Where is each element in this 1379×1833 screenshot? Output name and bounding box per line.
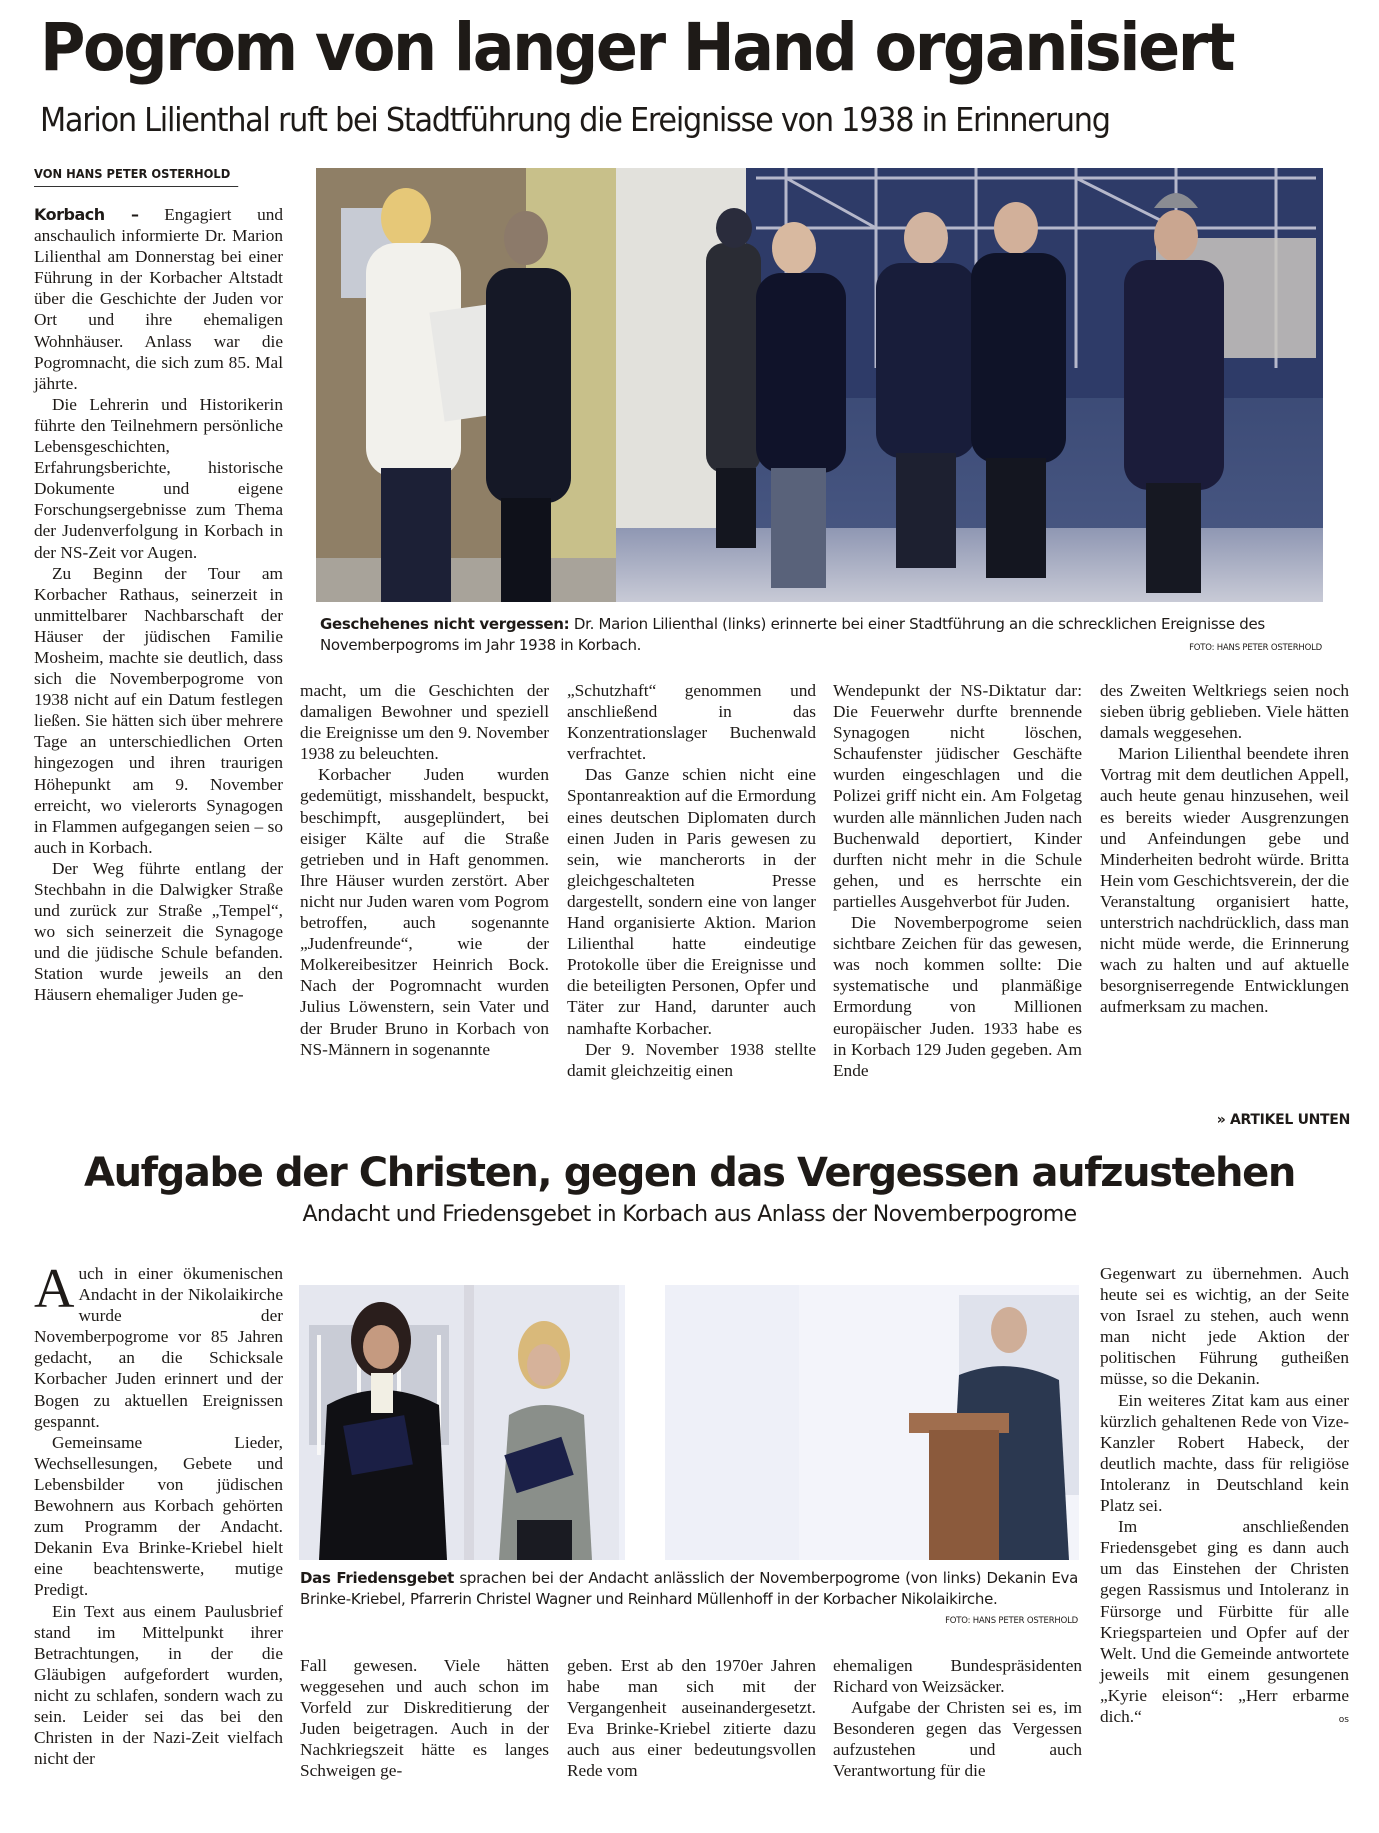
dropcap: A	[34, 1258, 75, 1320]
photo-peace-prayer-image	[299, 1285, 1079, 1560]
article-1-column-1	[34, 204, 283, 1006]
paragraph: Im anschließenden Friedensgebet ging es dann auch um das Einstehen der Christen gegen Rassismus und Intoleranz in Fürsorge und Fürbitte für alle Kriegsparteien und Opfer auf der Welt. Und die Gemeinde antwortete jeweils mit einem gesungenen „Kyrie eleison“: „Herr erbarme dich.“ os	[1100, 1516, 1349, 1727]
byline: VON HANS PETER OSTERHOLD	[34, 166, 238, 187]
dateline: Korbach –	[34, 205, 139, 224]
article-2-column-4	[833, 1655, 1082, 1782]
photo-city-tour	[316, 168, 1323, 602]
paragraph: Ein weiteres Zitat kam aus einer kürzlich gehaltenen Rede von Vize-Kanzler Robert Habeck, der deutlich machte, dass für religiöse Intoleranz in Deutschland kein Platz sei.	[1100, 1390, 1349, 1516]
paragraph: Die Lehrerin und Historikerin führte den Teilnehmern persönliche Lebensgeschichten, Erfahrungsberichte, historische Dokumente und eigene Forschungsergebnisse zum Thema der Judenverfolgung in Korbach in der NS-Zeit vor Augen.	[34, 394, 283, 562]
paragraph: Marion Lilienthal beendete ihren Vortrag mit dem deutlichen Appell, auch heute genau hinzusehen, weil es bereits wieder Ausgrenzungen und Anfeindungen gebe und Minderheiten bedroht würde. Britta Hein vom Geschichtsverein, der die Veranstaltung organisiert hatte, unterstrich nachdrücklich, dass man nicht müde werde, die Erinnerung wach zu halten und auf aktuelle besorgniserregende Entwicklungen aufmerksam zu machen.	[1100, 744, 1349, 1017]
photo-city-tour-image	[316, 168, 1323, 602]
subheadline-article-2: Andacht und Friedensgebet in Korbach aus Anlass der Novemberpogrome	[302, 1202, 1077, 1227]
caption-lead: Geschehenes nicht vergessen:	[320, 615, 570, 633]
caption-lead: Das Friedensgebet	[300, 1569, 455, 1587]
headline-article-1: Pogrom von langer Hand organisiert	[40, 9, 1234, 86]
paragraph: Auch in einer ökumenischen Andacht in der Nikolaikirche wurde der Novemberpogrome vor 85 Jahren gedacht, an die Schicksale Korbacher Juden erinnert und der Bogen zu aktuellen Ereignissen gespannt.	[34, 1258, 283, 1431]
paragraph: macht, um die Geschichten der damaligen Bewohner und speziell die Ereignisse um den 9. November 1938 zu beleuchten.	[300, 681, 549, 764]
paragraph: des Zweiten Weltkriegs seien noch sieben übrig geblieben. Viele hätten damals weggesehen.	[1100, 681, 1349, 743]
photo-credit-article-2: FOTO: HANS PETER OSTERHOLD	[945, 1616, 1078, 1626]
article-2-column-3	[567, 1655, 816, 1782]
paragraph: Gegenwart zu übernehmen. Auch heute sei es wichtig, an der Seite von Israel zu stehen, auch wenn man nicht jede Aktion der politischen Führung gutheißen müsse, so die Dekanin.	[1100, 1264, 1349, 1389]
article-1-column-5	[1100, 680, 1349, 1018]
paragraph: Aufgabe der Christen sei es, im Besonderen gegen das Vergessen aufzustehen und auch Verantwortung für die	[833, 1698, 1082, 1781]
paragraph: Der Weg führte entlang der Stechbahn in die Dalwigker Straße und zurück zur Straße „Tempel“, wo sich seinerzeit die Synagoge und die jüdische Schule befanden. Station wurde jeweils an den Häusern ehemaliger Juden ge-	[34, 858, 283, 1005]
article-2-column-1	[34, 1258, 283, 1769]
paragraph: „Schutzhaft“ genommen und anschließend in das Konzentrationslager Buchenwald verfrachtet.	[567, 681, 816, 764]
paragraph: Gemeinsame Lieder, Wechsellesungen, Gebete und Lebensbilder von jüdischen Bewohnern aus Korbach gehörten zum Programm der Andacht. Dekanin Eva Brinke-Kriebel hielt eine beachtenswerte, mutige Predigt.	[34, 1432, 283, 1600]
subheadline-article-1: Marion Lilienthal ruft bei Stadtführung die Ereignisse von 1938 in Erinnerung	[40, 100, 1110, 139]
article-1-column-2	[300, 680, 549, 1060]
paragraph: Zu Beginn der Tour am Korbacher Rathaus, seinerzeit in unmittelbarer Nachbarschaft der Häuser der jüdischen Familie Mosheim, machte sie deutlich, dass sich die Novemberpogrome von 1938 nicht auf ein Datum festlegen ließen. Sie hätten sich über mehrere Tage an unterschiedlichen Orten hingezogen und ihren traurigen Höhepunkt am 9. November erreicht, wo vielerorts Synagogen in Flammen aufgegangen seien – so auch in Korbach.	[34, 563, 283, 857]
paragraph: Ein Text aus einem Paulusbrief stand im Mittelpunkt ihrer Betrachtungen, in der die Gläubigen aufgefordert wurden, nicht zu schlafen, sondern wach zu sein. Leider sei das bei den Christen in der Nazi-Zeit vielfach nicht der	[34, 1601, 283, 1769]
headline-article-2: Aufgabe der Christen, gegen das Vergessen aufzustehen	[84, 1150, 1295, 1196]
article-2-column-5	[1100, 1263, 1349, 1731]
paragraph: Korbach – Engagiert und anschaulich informierte Dr. Marion Lilienthal am Donnerstag bei einer Führung in der Korbacher Altstadt über die Geschichte der Juden vor Ort und ihre ehemaligen Wohnhäuser. Anlass war die Pogromnacht, die sich zum 85. Mal jährte.	[34, 205, 283, 393]
paragraph: Der 9. November 1938 stellte damit gleichzeitig einen	[567, 1039, 816, 1080]
paragraph: Das Ganze schien nicht eine Spontanreaktion auf die Ermordung eines deutschen Diplomaten durch einen Juden in Paris gewesen zu sein, wie mancherorts in der gleichgeschalteten Presse dargestellt, sondern eine von langer Hand organisierte Aktion. Marion Lilienthal hatte eindeutige Protokolle über die Ereignisse und die beteiligten Personen, Opfer und Täter zur Hand, darunter auch namhafte Korbacher.	[567, 765, 816, 1038]
paragraph: ehemaligen Bundespräsidenten Richard von Weizsäcker.	[833, 1656, 1082, 1697]
paragraph: Die Novemberpogrome seien sichtbare Zeichen für das gewesen, was noch kommen sollte: Die systematische und planmäßige Ermordung von Millionen europäischer Juden. 1933 habe es in Korbach 129 Juden gegeben. Am Ende	[833, 913, 1082, 1080]
photo-peace-prayer	[299, 1285, 1079, 1560]
author-tag: os	[1338, 1714, 1349, 1725]
paragraph: Wendepunkt der NS-Diktatur dar: Die Feuerwehr durfte brennende Synagogen nicht löschen, Schaufenster jüdischer Geschäfte wurden eingeschlagen und die Polizei griff nicht ein. Am Folgetag wurden alle männlichen Juden nach Buchenwald deportiert, Kinder durften nicht mehr in die Schule gehen, und es herrschte ein partielles Ausgehverbot für Juden.	[833, 681, 1082, 911]
paragraph: Korbacher Juden wurden gedemütigt, misshandelt, bespuckt, beschimpft, ausgeplündert, bei eisiger Kälte auf die Straße getrieben und in Haft genommen. Ihre Häuser wurden zerstört. Aber nicht nur Juden waren vom Pogrom betroffen, auch sogenannte „Judenfreunde“, wie der Molkereibesitzer Heinrich Bock. Nach der Pogromnacht wurden Julius Löwenstern, sein Vater und der Bruder Bruno in Korbach von NS-Männern in sogenannte	[300, 765, 549, 1059]
article-1-column-4	[833, 680, 1082, 1081]
cross-reference-link[interactable]: » ARTIKEL UNTEN	[1216, 1112, 1350, 1128]
photo-caption-article-1: Geschehenes nicht vergessen: Dr. Marion Lilienthal (links) erinnerte bei einer Stadtführung an die schrecklichen Ereignisse des Novemberpogroms im Jahr 1938 in Korbach.	[320, 615, 1265, 654]
photo-caption-article-2: Das Friedensgebet sprachen bei der Andacht anlässlich der Novemberpogrome (von links) Dekanin Eva Brinke-Kriebel, Pfarrerin Christel Wagner und Reinhard Müllenhoff in der Korbacher Nikolaikirche.	[300, 1569, 1078, 1608]
paragraph: Fall gewesen. Viele hätten weggesehen und auch schon im Vorfeld zur Diskreditierung der Juden beigetragen. Auch in der Nachkriegszeit hätte es langes Schweigen ge-	[300, 1656, 549, 1781]
article-2-column-2	[300, 1655, 549, 1782]
photo-credit-article-1: FOTO: HANS PETER OSTERHOLD	[1189, 643, 1322, 653]
paragraph: geben. Erst ab den 1970er Jahren habe man sich mit der Vergangenheit auseinandergesetzt. Eva Brinke-Kriebel zitierte dazu auch aus einer bedeutungsvollen Rede vom	[567, 1656, 816, 1781]
article-1-column-3	[567, 680, 816, 1081]
